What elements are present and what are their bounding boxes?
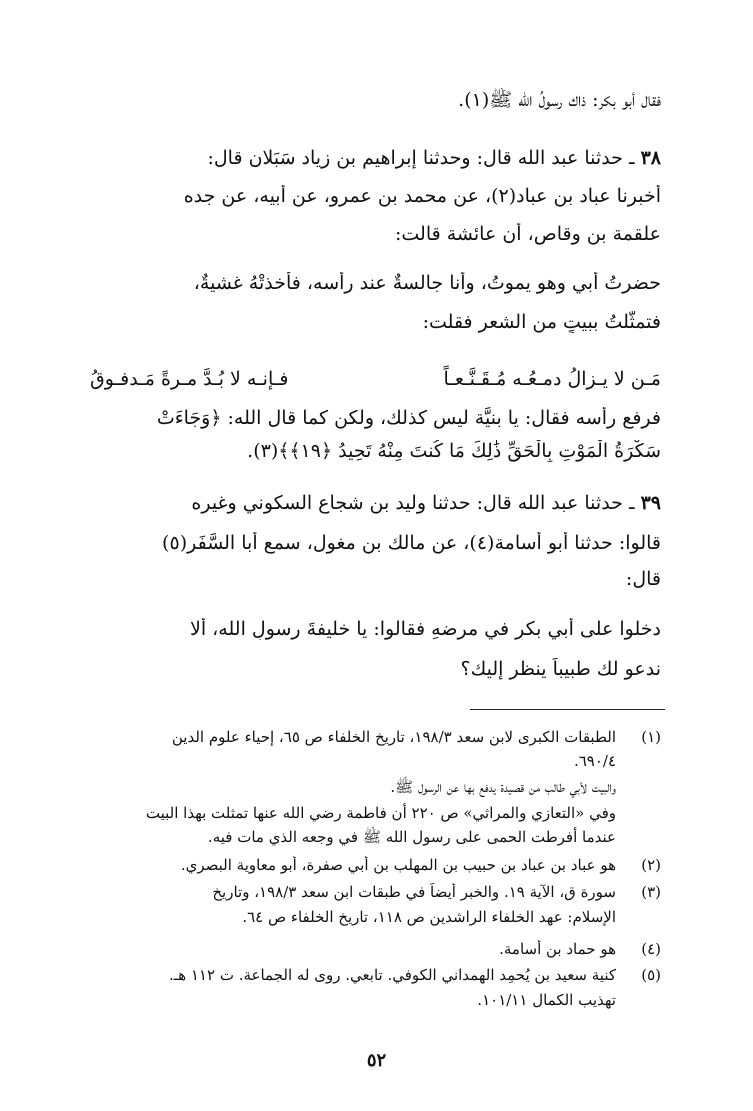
footnote-5 [90,966,661,1016]
footnote-line: الإسلام: عهد الخلفاء الراشدين ص ١١٨، تاريخ الخلفاء ص ٦٤. [242,908,616,926]
text-line: علقمة بن وقاص، أن عائشة قالت: [394,223,661,245]
text-line: فقال أبو بكر: ذاك رسولُ الله ﷺ(١). [458,89,661,111]
footnote-line: ٦٩٠/٤. [573,752,616,770]
footnote-number: (٢) [641,856,661,874]
footnote-1 [90,728,661,848]
text-line: فتمثَّلتُ ببيتٍ من الشعر فقلت: [422,311,661,333]
poem-hemistich-first: مَـن لا يـزالُ دمـعُـه مُـقَـنَّـعـاً [443,368,661,390]
footnote-number: (٥) [641,966,661,984]
footnote-line: والبيت لأبي طالب من قصيدة يدفع بها عن الرسول ﷺ. [390,778,616,796]
hadith-39-heading [90,492,661,514]
footnote-line: كنية سعيد بن يُحمِد الهمداني الكوفي. تابعي. روى له الجماعة. ت ١١٢ هـ. [169,966,616,984]
hadith-number: ٣٨ [640,147,661,169]
footnote-line: هو حماد بن أسامة. [499,940,616,958]
text-line: حضرتُ أبي وهو يموتُ، وأنا جالسةٌ عند رأسه، فأخذتْهُ غشيةٌ، [193,272,661,294]
poem-hemistich-second: فـإنـه لا بُـدَّ مـرةً مَـدفـوقُ [90,368,289,390]
text-line: ـ حدثنا عبد الله قال: وحدثنا إبراهيم بن زياد سَبَلان قال: [207,147,635,169]
footnote-number: (١) [641,728,661,746]
footnote-line: سورة ق، الآية ١٩. والخبر أيضاً في طبقات ابن سعد ١٩٨/٣، وتاريخ [212,883,616,901]
text-line: قالوا: حدثنا أبو أسامة(٤)، عن مالك بن مغول، سمع أبا السَّفَر(٥) [162,532,661,554]
text-line: فرفع رأسه فقال: يا بنيَّة ليس كذلك، ولكن كما قال الله: ﴿وَجَاءَتْ [156,407,661,429]
text-line: سَكْرَةُ الْمَوْتِ بِالْحَقِّ ذَٰلِكَ مَا كُنتَ مِنْهُ تَحِيدُ ﴿١٩﴾﴾(٣). [247,440,661,462]
text-line: ندعو لك طبيباً ينظر إليك؟ [460,658,661,680]
page-number: ٥٢ [366,1050,387,1071]
footnote-2 [90,856,661,880]
footnote-line: الطبقات الكبرى لابن سعد ١٩٨/٣، تاريخ الخلفاء ص ٦٥، إحياء علوم الدين [171,728,616,746]
footnote-line: تهذيب الكمال ١٠١/١١. [477,991,616,1009]
footnote-3 [90,883,661,933]
footnote-line: هو عباد بن عباد بن حبيب بن المهلب بن أبي صفرة، أبو معاوية البصري. [180,856,616,874]
footnote-line: وفي «التعازي والمراثي» ص ٢٢٠ أن فاطمة رضي الله عنها تمثلت بهذا البيت [145,804,616,822]
footnote-number: (٤) [641,940,661,958]
hadith-38-heading [90,147,661,169]
footnote-4 [90,940,661,964]
text-line: دخلوا على أبي بكرٍ في مرضهِ فقالوا: يا خليفةَ رسولِ الله، ألا [190,618,661,640]
hadith-number: ٣٩ [640,492,661,514]
poem-verse [90,368,661,390]
footnote-separator [470,709,665,710]
text-line: ـ حدثنا عبد الله قال: حدثنا وليد بن شجاع السكوني وغيره [191,492,635,514]
footnote-number: (٣) [641,883,661,901]
text-line: قال: [625,568,661,590]
text-line: أخبرنا عباد بن عباد(٢)، عن محمد بن عمرو، عن أبيه، عن جده [183,185,661,207]
footnote-line: عندما أفرطت الحمى على رسول الله ﷺ في وجعه الذي مات فيه. [207,828,616,846]
